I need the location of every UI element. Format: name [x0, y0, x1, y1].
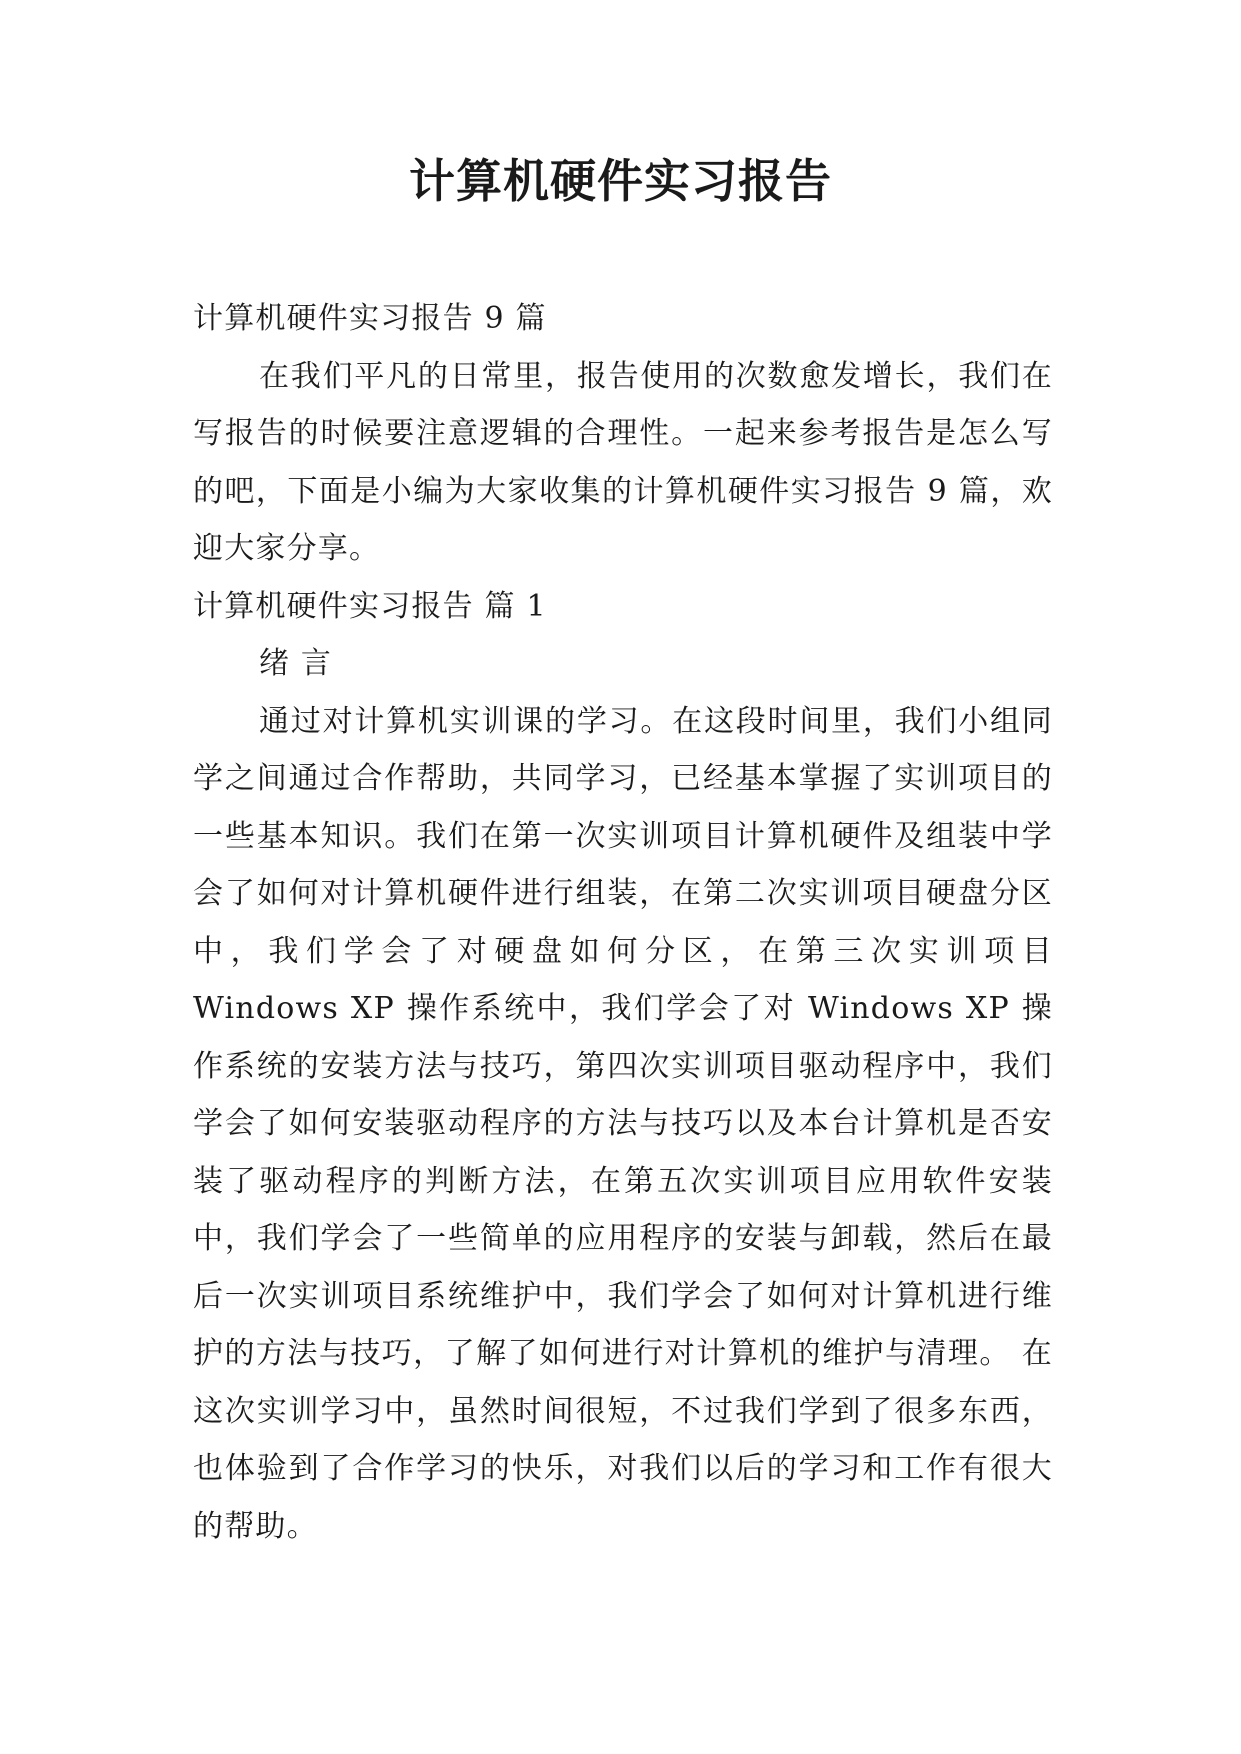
body-paragraph: 通过对计算机实训课的学习。在这段时间里，我们小组同学之间通过合作帮助，共同学习，已经基本掌握了实训项目的一些基本知识。我们在第一次实训项目计算机硬件及组装中学会了如何对计算机硬件进行组装，在第二次实训项目硬盘分区中，我们学会了对硬盘如何分区，在第三次实训项目 Windows XP 操作系统中，我们学会了对 Windows XP 操作系统的安装方法与技巧，第四次实训项目驱动程序中，我们学会了如何安装驱动程序的方法与技巧以及本台计算机是否安装了驱动程序的判断方法，在第五次实训项目应用软件安装中，我们学会了一些简单的应用程序的安装与卸载，然后在最后一次实训项目系统维护中，我们学会了如何对计算机进行维护的方法与技巧，了解了如何进行对计算机的维护与清理。 在这次实训学习中，虽然时间很短，不过我们学到了很多东西，也体验到了合作学习的快乐，对我们以后的学习和工作有很大的帮助。 — [193, 703, 1053, 1544]
intro-paragraph: 在我们平凡的日常里，报告使用的次数愈发增长，我们在写报告的时候要注意逻辑的合理性。一起来参考报告是怎么写的吧，下面是小编为大家收集的计算机硬件实习报告 9 篇，欢迎大家分享。 — [193, 358, 1053, 566]
document-body — [193, 290, 1053, 1555]
document-title: 计算机硬件实习报告 — [409, 154, 832, 208]
section-heading: 计算机硬件实习报告 篇 1 — [193, 588, 547, 624]
subtitle-line: 计算机硬件实习报告 9 篇 — [193, 301, 547, 336]
preface-heading: 绪 言 — [259, 646, 333, 681]
